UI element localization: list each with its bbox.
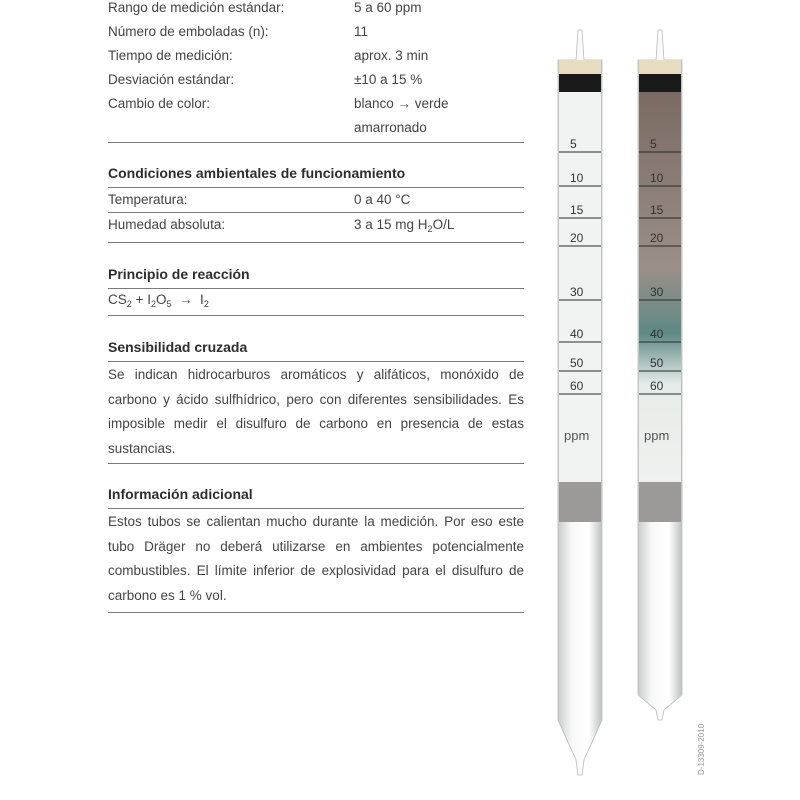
spec-value: ±10 a 15 % [354, 72, 423, 87]
image-code: D-13309-2010 [697, 723, 706, 775]
scale-label: 15 [650, 203, 664, 217]
ambient-row-temp [108, 188, 524, 213]
scale-unit: ppm [564, 428, 590, 443]
spec-label: Rango de medición estándar: [108, 0, 285, 15]
additional-text: Estos tubos se calientan mucho durante la medición. Por eso este tubo Dräger no deberá utilizarse en ambientes potencialmente combustibles. El límite inferior de explosividad para el disulfuro de carbono es 1 % vol. [108, 509, 524, 613]
spec-label: Número de emboladas (n): [108, 24, 269, 39]
scale-label: 40 [570, 327, 584, 341]
scale-label: 40 [650, 327, 664, 341]
ambient-value: 3 a 15 mg $H_2O/L$ [354, 217, 455, 234]
section-heading: Principio de reacción [108, 264, 524, 289]
scale-label: 50 [570, 356, 584, 370]
ambient-section [108, 163, 524, 243]
cross-text: Se indican hidrocarburos aromáticos y alifáticos, monóxido de carbono y ácido sulfhídrico, pero con diferentes sensibilidades. Es imposible medir el disulfuro de carbono en presencia de estas sustancias. [108, 362, 524, 464]
scale-label: 30 [650, 285, 664, 299]
scale-label: 20 [570, 231, 584, 245]
section-heading: Sensibilidad cruzada [108, 337, 524, 362]
section-heading: Información adicional [108, 484, 524, 509]
additional-section [108, 484, 524, 613]
spec-row-color-cont [108, 116, 524, 143]
scale-label: 50 [650, 356, 664, 370]
scale-label: 15 [570, 203, 584, 217]
scale-label: 60 [650, 379, 664, 393]
tube-used [638, 30, 682, 720]
spec-value: blanco → verde [354, 96, 449, 111]
data-sheet [108, 0, 524, 613]
reaction-formula: $CS_2 + I_2O_5 \to I_2$ [108, 289, 524, 316]
section-heading: Condiciones ambientales de funcionamiento [108, 163, 524, 188]
spec-value: amarronado [354, 120, 427, 135]
tube-fresh [558, 30, 602, 775]
spec-row-deviation [108, 68, 524, 92]
spec-row-strokes [108, 20, 524, 44]
scale-label: 30 [570, 285, 584, 299]
spec-row-range [108, 0, 524, 20]
scale-label: 10 [650, 171, 664, 185]
ambient-label: Humedad absoluta: [108, 217, 226, 232]
spec-label: Cambio de color: [108, 96, 211, 111]
spec-table [108, 0, 524, 143]
detector-tubes-image [550, 20, 710, 780]
spec-value: 11 [354, 24, 369, 39]
spec-row-time [108, 44, 524, 68]
scale-label: 5 [570, 137, 577, 151]
scale-unit: ppm [644, 428, 670, 443]
spec-row-color [108, 92, 524, 116]
spec-value: 5 a 60 ppm [354, 0, 422, 15]
scale-label: 60 [570, 379, 584, 393]
cross-section [108, 337, 524, 464]
scale-label: 20 [650, 231, 664, 245]
spec-value: aprox. 3 min [354, 48, 429, 63]
scale-label: 10 [570, 171, 584, 185]
spec-label: Tiempo de medición: [108, 48, 233, 63]
spec-label: Desviación estándar: [108, 72, 235, 87]
ambient-row-humidity [108, 213, 524, 243]
scale-label: 5 [650, 137, 657, 151]
ambient-value: 0 a 40 °C [354, 192, 411, 207]
ambient-label: Temperatura: [108, 192, 188, 207]
reaction-section [108, 264, 524, 316]
